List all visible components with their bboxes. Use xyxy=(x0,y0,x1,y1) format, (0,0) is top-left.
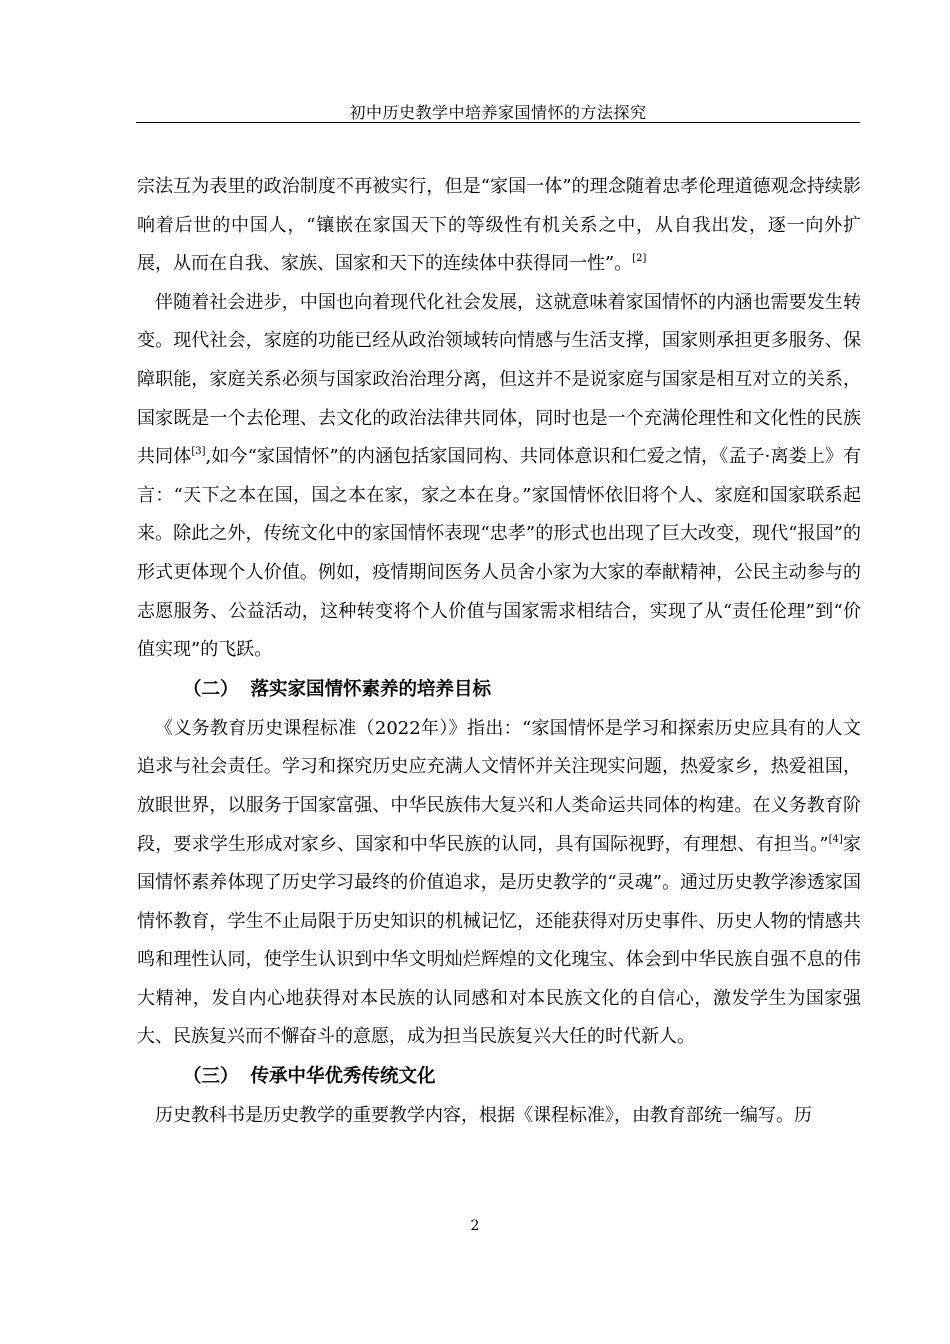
paragraph-1 xyxy=(137,168,861,284)
paragraph-1-text: 宗法互为表里的政治制度不再被实行，但是“家国一体”的理念随着忠孝伦理道德观念持续影响着后世的中国人，“镶嵌在家国天下的等级性有机关系之中，从自我出发，逐一向外扩展，从而在自我、家族、国家和天下的连续体中获得同一性”。 xyxy=(137,176,861,275)
paragraph-4 xyxy=(137,1097,861,1136)
paragraph-2 xyxy=(137,284,861,670)
citation-3[interactable]: [3] xyxy=(191,446,206,458)
page-body xyxy=(137,168,861,1136)
header-rule xyxy=(136,122,860,123)
paragraph-2-text-b: ,如今“家国情怀”的内涵包括家国同构、共同体意识和仁爱之情，《孟子·离娄上》有言：“天下之本在国，国之本在家，家之本在身。”家国情怀依旧将个人、家庭和国家联系起来。除此之外，传统文化中的家国情怀表现“忠孝”的形式也出现了巨大改变，现代“报国”的形式更体现个人价值。例如，疫情期间医务人员舍小家为大家的奉献精神，公民主动参与的志愿服务、公益活动，这种转变将个人价值与国家需求相结合，实现了从“责任伦理”到“价值实现”的飞跃。 xyxy=(137,446,861,661)
section-heading-2 xyxy=(137,670,861,710)
citation-4[interactable]: [4] xyxy=(828,833,843,845)
paragraph-3-text-a: 《义务教育历史课程标准（2022年）》指出：“家国情怀是学习和探索历史应具有的人文追求与社会责任。学习和探究历史应充满人文情怀并关注现实问题，热爱家乡，热爱祖国，放眼世界，以服务于国家富强、中华民族伟大复兴和人类命运共同体的构建。在义务教育阶段，要求学生形成对家乡、国家和中华民族的认同，具有国际视野，有理想、有担当。” xyxy=(137,717,861,855)
citation-2[interactable]: [2] xyxy=(632,253,647,265)
section-heading-2-title: 落实家国情怀素养的培养目标 xyxy=(250,678,492,700)
page-number: 2 xyxy=(470,1218,480,1234)
paragraph-3 xyxy=(137,710,861,1057)
section-heading-3-title: 传承中华优秀传统文化 xyxy=(250,1066,436,1088)
running-header: 初中历史教学中培养家国情怀的方法探究 xyxy=(349,103,647,122)
section-heading-3-number: （三） xyxy=(183,1066,239,1088)
paragraph-3-text-b: 家国情怀素养体现了历史学习最终的价值追求，是历史教学的“灵魂”。通过历史教学渗透家国情怀教育，学生不止局限于历史知识的机械记忆，还能获得对历史事件、历史人物的情感共鸣和理性认同，使学生认识到中华文明灿烂辉煌的文化瑰宝、体会到中华民族自强不息的伟大精神，发自内心地获得对本民族的认同感和对本民族文化的自信心，激发学生为国家强大、民族复兴而不懈奋斗的意愿，成为担当民族复兴大任的时代新人。 xyxy=(137,833,862,1048)
section-heading-2-number: （二） xyxy=(183,678,239,700)
section-heading-3 xyxy=(137,1057,861,1097)
paragraph-2-text-a: 伴随着社会进步，中国也向着现代化社会发展，这就意味着家国情怀的内涵也需要发生转变。现代社会，家庭的功能已经从政治领域转向情感与生活支撑，国家则承担更多服务、保障职能，家庭关系必须与国家政治治理分离，但这并不是说家庭与国家是相互对立的关系，国家既是一个去伦理、去文化的政治法律共同体，同时也是一个充满伦理性和文化性的民族共同体 xyxy=(137,291,861,468)
paragraph-4-text: 历史教科书是历史教学的重要教学内容，根据《课程标准》，由教育部统一编写。历 xyxy=(155,1105,812,1127)
